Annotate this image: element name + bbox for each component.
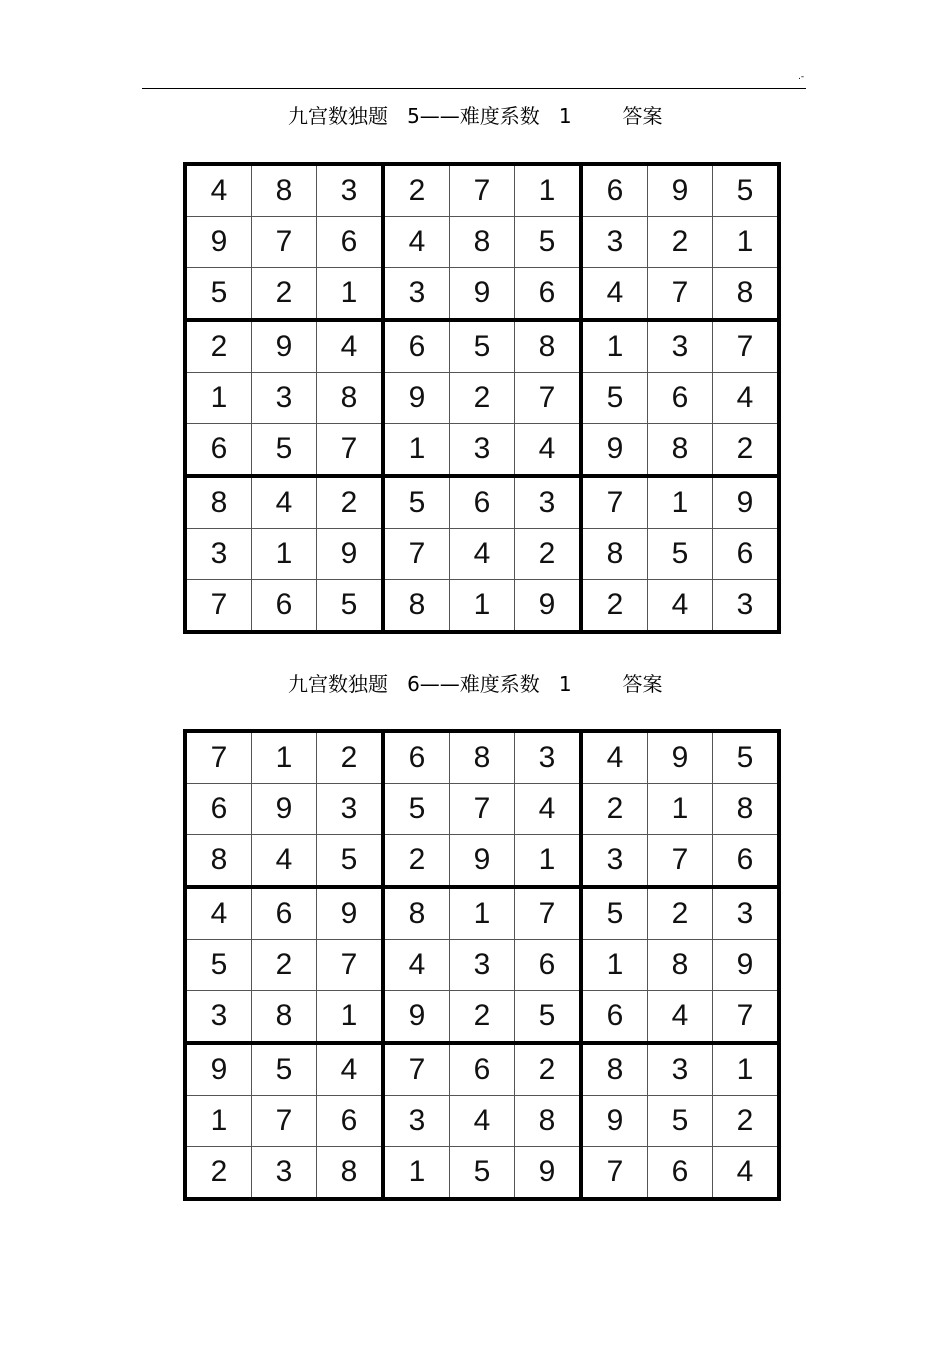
sudoku-cell: 2 bbox=[317, 476, 384, 529]
sudoku-cell: 6 bbox=[648, 373, 713, 424]
sudoku-cell: 1 bbox=[252, 529, 317, 580]
sudoku-cell: 6 bbox=[515, 940, 582, 991]
sudoku-cell: 3 bbox=[450, 424, 515, 477]
sudoku-cell: 6 bbox=[185, 424, 252, 477]
sudoku-cell: 8 bbox=[383, 580, 450, 633]
sudoku-cell: 5 bbox=[185, 940, 252, 991]
sudoku-cell: 2 bbox=[317, 731, 384, 784]
sudoku-cell: 6 bbox=[713, 529, 780, 580]
sudoku-cell: 8 bbox=[648, 940, 713, 991]
sudoku-grid-5 bbox=[183, 162, 781, 634]
sudoku-cell: 5 bbox=[648, 529, 713, 580]
sudoku-cell: 4 bbox=[317, 1043, 384, 1096]
sudoku-cell: 7 bbox=[515, 373, 582, 424]
grid-row bbox=[185, 784, 779, 835]
sudoku-cell: 7 bbox=[252, 1096, 317, 1147]
sudoku-cell: 1 bbox=[252, 731, 317, 784]
sudoku-cell: 3 bbox=[252, 1147, 317, 1200]
grid-row bbox=[185, 373, 779, 424]
sudoku-cell: 5 bbox=[317, 835, 384, 888]
sudoku-cell: 3 bbox=[648, 320, 713, 373]
sudoku-cell: 5 bbox=[450, 320, 515, 373]
sudoku-cell: 6 bbox=[252, 887, 317, 940]
sudoku-cell: 9 bbox=[713, 476, 780, 529]
grid-row bbox=[185, 1096, 779, 1147]
sudoku-cell: 9 bbox=[252, 320, 317, 373]
grid-row bbox=[185, 424, 779, 477]
sudoku-cell: 2 bbox=[450, 373, 515, 424]
sudoku-cell: 5 bbox=[383, 784, 450, 835]
sudoku-cell: 1 bbox=[648, 476, 713, 529]
sudoku-cell: 8 bbox=[450, 217, 515, 268]
sudoku-cell: 7 bbox=[581, 1147, 648, 1200]
sudoku-cell: 3 bbox=[581, 217, 648, 268]
sudoku-cell: 8 bbox=[581, 529, 648, 580]
sudoku-cell: 2 bbox=[515, 1043, 582, 1096]
sudoku-cell: 4 bbox=[515, 784, 582, 835]
sudoku-cell: 9 bbox=[185, 1043, 252, 1096]
sudoku-cell: 8 bbox=[383, 887, 450, 940]
grid-row bbox=[185, 1043, 779, 1096]
sudoku-cell: 6 bbox=[450, 1043, 515, 1096]
sudoku-cell: 8 bbox=[648, 424, 713, 477]
sudoku-cell: 3 bbox=[185, 529, 252, 580]
sudoku-cell: 9 bbox=[317, 529, 384, 580]
sudoku-cell: 1 bbox=[317, 991, 384, 1044]
sudoku-cell: 6 bbox=[713, 835, 780, 888]
sudoku-cell: 5 bbox=[252, 1043, 317, 1096]
grid-row bbox=[185, 217, 779, 268]
sudoku-cell: 8 bbox=[581, 1043, 648, 1096]
sudoku-cell: 7 bbox=[317, 940, 384, 991]
sudoku-cell: 2 bbox=[185, 1147, 252, 1200]
sudoku-cell: 6 bbox=[581, 991, 648, 1044]
sudoku-cell: 6 bbox=[450, 476, 515, 529]
sudoku-cell: 3 bbox=[252, 373, 317, 424]
sudoku-cell: 9 bbox=[713, 940, 780, 991]
sudoku-cell: 7 bbox=[185, 731, 252, 784]
sudoku-cell: 1 bbox=[185, 373, 252, 424]
sudoku-cell: 1 bbox=[383, 424, 450, 477]
grid-row bbox=[185, 1147, 779, 1200]
sudoku-cell: 3 bbox=[317, 164, 384, 217]
sudoku-cell: 3 bbox=[713, 887, 780, 940]
sudoku-cell: 6 bbox=[317, 217, 384, 268]
sudoku-cell: 5 bbox=[450, 1147, 515, 1200]
sudoku-cell: 6 bbox=[383, 731, 450, 784]
sudoku-grid-6 bbox=[183, 729, 781, 1201]
sudoku-cell: 5 bbox=[648, 1096, 713, 1147]
sudoku-cell: 5 bbox=[713, 164, 780, 217]
sudoku-cell: 1 bbox=[581, 320, 648, 373]
sudoku-cell: 1 bbox=[317, 268, 384, 321]
sudoku-cell: 1 bbox=[515, 164, 582, 217]
sudoku-cell: 6 bbox=[383, 320, 450, 373]
sudoku-cell: 8 bbox=[317, 373, 384, 424]
sudoku-cell: 9 bbox=[317, 887, 384, 940]
sudoku-cell: 8 bbox=[713, 784, 780, 835]
sudoku-cell: 8 bbox=[515, 320, 582, 373]
sudoku-cell: 2 bbox=[515, 529, 582, 580]
sudoku-cell: 8 bbox=[252, 164, 317, 217]
sudoku-cell: 6 bbox=[515, 268, 582, 321]
sudoku-cell: 4 bbox=[713, 1147, 780, 1200]
sudoku-cell: 4 bbox=[252, 835, 317, 888]
sudoku-cell: 5 bbox=[581, 887, 648, 940]
puzzle-5-title: 九宫数独题 5——难度系数 1 答案 bbox=[288, 104, 663, 128]
sudoku-cell: 9 bbox=[648, 164, 713, 217]
sudoku-cell: 4 bbox=[317, 320, 384, 373]
sudoku-cell: 3 bbox=[317, 784, 384, 835]
header-rule bbox=[142, 88, 806, 89]
sudoku-cell: 1 bbox=[713, 217, 780, 268]
sudoku-cell: 3 bbox=[581, 835, 648, 888]
sudoku-cell: 6 bbox=[648, 1147, 713, 1200]
sudoku-cell: 2 bbox=[713, 1096, 780, 1147]
sudoku-cell: 8 bbox=[317, 1147, 384, 1200]
sudoku-cell: 7 bbox=[317, 424, 384, 477]
sudoku-cell: 9 bbox=[383, 373, 450, 424]
sudoku-cell: 4 bbox=[450, 1096, 515, 1147]
grid-row bbox=[185, 476, 779, 529]
sudoku-cell: 5 bbox=[515, 991, 582, 1044]
sudoku-cell: 1 bbox=[450, 580, 515, 633]
sudoku-cell: 8 bbox=[252, 991, 317, 1044]
grid-row bbox=[185, 887, 779, 940]
sudoku-cell: 9 bbox=[185, 217, 252, 268]
sudoku-cell: 7 bbox=[713, 320, 780, 373]
sudoku-cell: 2 bbox=[581, 784, 648, 835]
sudoku-cell: 9 bbox=[252, 784, 317, 835]
sudoku-cell: 2 bbox=[383, 164, 450, 217]
sudoku-cell: 5 bbox=[383, 476, 450, 529]
grid-row bbox=[185, 268, 779, 321]
sudoku-cell: 1 bbox=[450, 887, 515, 940]
grid-row bbox=[185, 529, 779, 580]
sudoku-cell: 4 bbox=[185, 887, 252, 940]
sudoku-cell: 5 bbox=[317, 580, 384, 633]
sudoku-cell: 5 bbox=[515, 217, 582, 268]
sudoku-cell: 6 bbox=[252, 580, 317, 633]
sudoku-cell: 9 bbox=[581, 1096, 648, 1147]
puzzle-6-title: 九宫数独题 6——难度系数 1 答案 bbox=[288, 672, 663, 696]
sudoku-cell: 7 bbox=[648, 835, 713, 888]
sudoku-cell: 7 bbox=[450, 784, 515, 835]
sudoku-cell: 1 bbox=[648, 784, 713, 835]
sudoku-cell: 4 bbox=[713, 373, 780, 424]
grid-row bbox=[185, 580, 779, 633]
sudoku-cell: 4 bbox=[581, 268, 648, 321]
grid-row bbox=[185, 731, 779, 784]
grid-row bbox=[185, 940, 779, 991]
sudoku-cell: 3 bbox=[383, 268, 450, 321]
sudoku-cell: 3 bbox=[185, 991, 252, 1044]
sudoku-cell: 6 bbox=[581, 164, 648, 217]
sudoku-cell: 4 bbox=[648, 580, 713, 633]
sudoku-cell: 2 bbox=[450, 991, 515, 1044]
sudoku-cell: 6 bbox=[185, 784, 252, 835]
sudoku-cell: 4 bbox=[515, 424, 582, 477]
sudoku-cell: 8 bbox=[450, 731, 515, 784]
sudoku-cell: 3 bbox=[648, 1043, 713, 1096]
sudoku-cell: 4 bbox=[252, 476, 317, 529]
sudoku-cell: 8 bbox=[185, 476, 252, 529]
sudoku-cell: 5 bbox=[581, 373, 648, 424]
sudoku-cell: 1 bbox=[515, 835, 582, 888]
sudoku-cell: 1 bbox=[713, 1043, 780, 1096]
grid-row bbox=[185, 164, 779, 217]
sudoku-cell: 4 bbox=[383, 940, 450, 991]
sudoku-cell: 7 bbox=[515, 887, 582, 940]
sudoku-cell: 4 bbox=[648, 991, 713, 1044]
sudoku-cell: 2 bbox=[383, 835, 450, 888]
sudoku-cell: 7 bbox=[383, 1043, 450, 1096]
sudoku-cell: 3 bbox=[713, 580, 780, 633]
sudoku-cell: 7 bbox=[648, 268, 713, 321]
sudoku-cell: 9 bbox=[581, 424, 648, 477]
grid-row bbox=[185, 991, 779, 1044]
sudoku-cell: 7 bbox=[713, 991, 780, 1044]
sudoku-cell: 8 bbox=[185, 835, 252, 888]
sudoku-cell: 3 bbox=[450, 940, 515, 991]
sudoku-cell: 2 bbox=[713, 424, 780, 477]
sudoku-cell: 8 bbox=[713, 268, 780, 321]
sudoku-cell: 2 bbox=[252, 940, 317, 991]
sudoku-cell: 2 bbox=[648, 887, 713, 940]
sudoku-cell: 9 bbox=[515, 580, 582, 633]
sudoku-cell: 7 bbox=[252, 217, 317, 268]
sudoku-cell: 9 bbox=[648, 731, 713, 784]
sudoku-cell: 7 bbox=[450, 164, 515, 217]
sudoku-cell: 2 bbox=[648, 217, 713, 268]
sudoku-cell: 4 bbox=[185, 164, 252, 217]
sudoku-cell: 9 bbox=[450, 835, 515, 888]
sudoku-cell: 9 bbox=[450, 268, 515, 321]
sudoku-cell: 6 bbox=[317, 1096, 384, 1147]
sudoku-cell: 3 bbox=[383, 1096, 450, 1147]
sudoku-cell: 9 bbox=[515, 1147, 582, 1200]
sudoku-cell: 1 bbox=[581, 940, 648, 991]
sudoku-cell: 4 bbox=[450, 529, 515, 580]
sudoku-cell: 5 bbox=[713, 731, 780, 784]
sudoku-cell: 3 bbox=[515, 731, 582, 784]
corner-mark: .- bbox=[798, 72, 805, 82]
sudoku-cell: 9 bbox=[383, 991, 450, 1044]
sudoku-cell: 1 bbox=[185, 1096, 252, 1147]
sudoku-cell: 5 bbox=[252, 424, 317, 477]
sudoku-cell: 8 bbox=[515, 1096, 582, 1147]
sudoku-cell: 7 bbox=[581, 476, 648, 529]
sudoku-cell: 1 bbox=[383, 1147, 450, 1200]
sudoku-cell: 2 bbox=[252, 268, 317, 321]
grid-row bbox=[185, 835, 779, 888]
sudoku-cell: 2 bbox=[185, 320, 252, 373]
sudoku-cell: 7 bbox=[383, 529, 450, 580]
sudoku-cell: 4 bbox=[383, 217, 450, 268]
sudoku-cell: 2 bbox=[581, 580, 648, 633]
sudoku-cell: 7 bbox=[185, 580, 252, 633]
sudoku-cell: 5 bbox=[185, 268, 252, 321]
sudoku-cell: 4 bbox=[581, 731, 648, 784]
grid-row bbox=[185, 320, 779, 373]
sudoku-cell: 3 bbox=[515, 476, 582, 529]
